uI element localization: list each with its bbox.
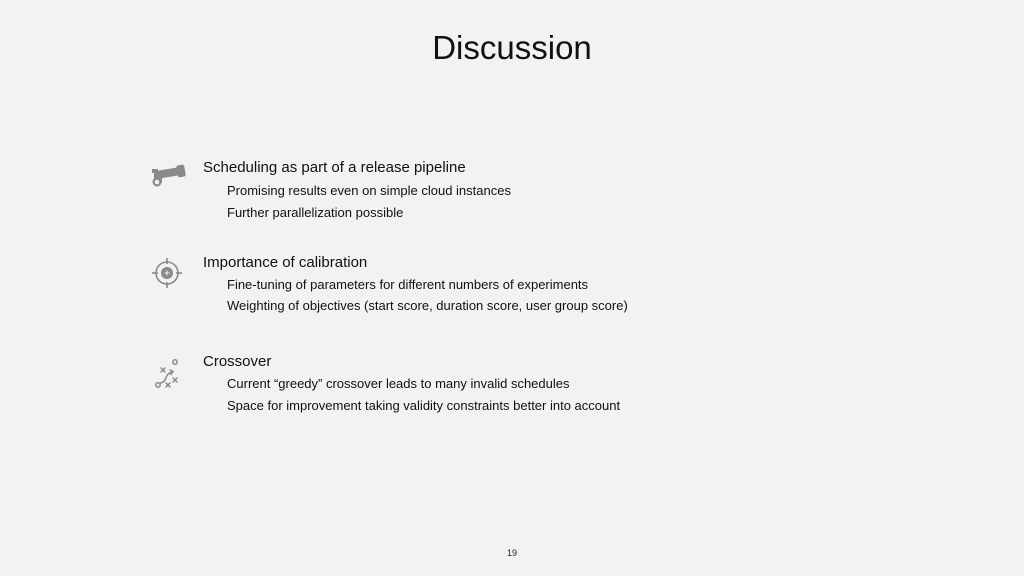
bullet-item: Weighting of objectives (start score, duration score, user group score) xyxy=(227,298,628,313)
section-heading: Scheduling as part of a release pipeline xyxy=(203,159,466,176)
strategy-play-icon xyxy=(146,356,188,392)
section-heading: Importance of calibration xyxy=(203,254,368,271)
slide-title: Discussion xyxy=(432,29,592,66)
page-number: 19 xyxy=(506,548,517,558)
telescope-icon xyxy=(146,157,188,193)
bullet-item: Fine-tuning of parameters for different numbers of experiments xyxy=(227,277,589,292)
bullet-item: Promising results even on simple cloud instances xyxy=(227,183,511,198)
bullet-item: Current “greedy” crossover leads to many invalid schedules xyxy=(227,376,570,391)
bullet-item: Further parallelization possible xyxy=(227,205,404,220)
bullet-item: Space for improvement taking validity constraints better into account xyxy=(227,398,621,413)
section-heading: Crossover xyxy=(203,353,272,370)
target-icon xyxy=(146,255,188,291)
